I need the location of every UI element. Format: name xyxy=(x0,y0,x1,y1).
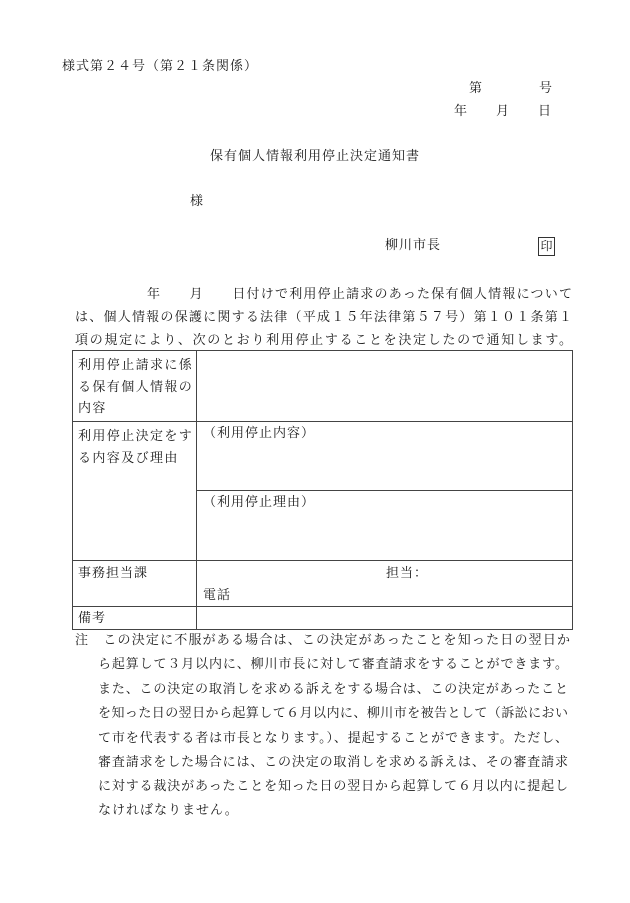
addressee-suffix: 様 xyxy=(190,194,205,209)
table-row-divider xyxy=(73,421,572,422)
decision-content-heading: （利用停止内容） xyxy=(203,426,316,441)
document-title: 保有個人情報利用停止決定通知書 xyxy=(209,149,420,164)
body-line: 年 月 日付けで利用停止請求のあった保有個人情報について xyxy=(147,287,572,302)
issue-date: 年 月 日 xyxy=(453,104,552,119)
notice-line: また、この決定の取消しを求める訴えをする場合は、この決定があったこと xyxy=(98,682,568,697)
personal-info-label: 利用停止請求に係 る保有個人情報の 内容 xyxy=(78,358,194,416)
document-number: 第 号 xyxy=(468,81,553,96)
remarks-label: 備考 xyxy=(78,611,107,626)
issuer-name: 柳川市長 xyxy=(385,238,442,253)
notice-line: ら起算して３月以内に、柳川市長に対して審査請求をすることができます。 xyxy=(98,657,568,672)
body-line: は、個人情報の保護に関する法律（平成１５年法律第５７号）第１０１条第１ xyxy=(75,310,572,325)
notice-line: なければなりません。 xyxy=(98,803,239,818)
decision-reason-heading: （利用停止理由） xyxy=(203,495,316,510)
phone-label: 電話 xyxy=(203,588,232,603)
notice-line: を知った日の翌日から起算して６月以内に、柳川市を被告として（訴訟におい xyxy=(98,706,568,721)
contact-person-label: 担当： xyxy=(386,566,429,581)
decision-table xyxy=(72,350,573,630)
table-subrow-divider xyxy=(196,490,572,491)
table-row-divider xyxy=(73,606,572,607)
seal-mark: 印 xyxy=(538,237,555,256)
office-label: 事務担当課 xyxy=(78,566,149,581)
form-number: 様式第２４号（第２１条関係） xyxy=(62,59,259,74)
decision-label: 利用停止決定をす る内容及び理由 xyxy=(78,429,194,466)
notice-line: て市を代表する者は市長となります。）、提起することができます。ただし、 xyxy=(98,731,568,746)
notice-line: 注 この決定に不服がある場合は、この決定があったことを知った日の翌日か xyxy=(75,633,570,648)
body-line: 項の規定により、次のとおり利用停止することを決定したので通知します。 xyxy=(75,333,572,348)
table-row-divider xyxy=(73,560,572,561)
notice-line: 審査請求をした場合には、この決定の取消しを求める訴えは、その審査請求 xyxy=(98,755,568,770)
notice-line: に対する裁決があったことを知った日の翌日から起算して６月以内に提起し xyxy=(98,779,568,794)
